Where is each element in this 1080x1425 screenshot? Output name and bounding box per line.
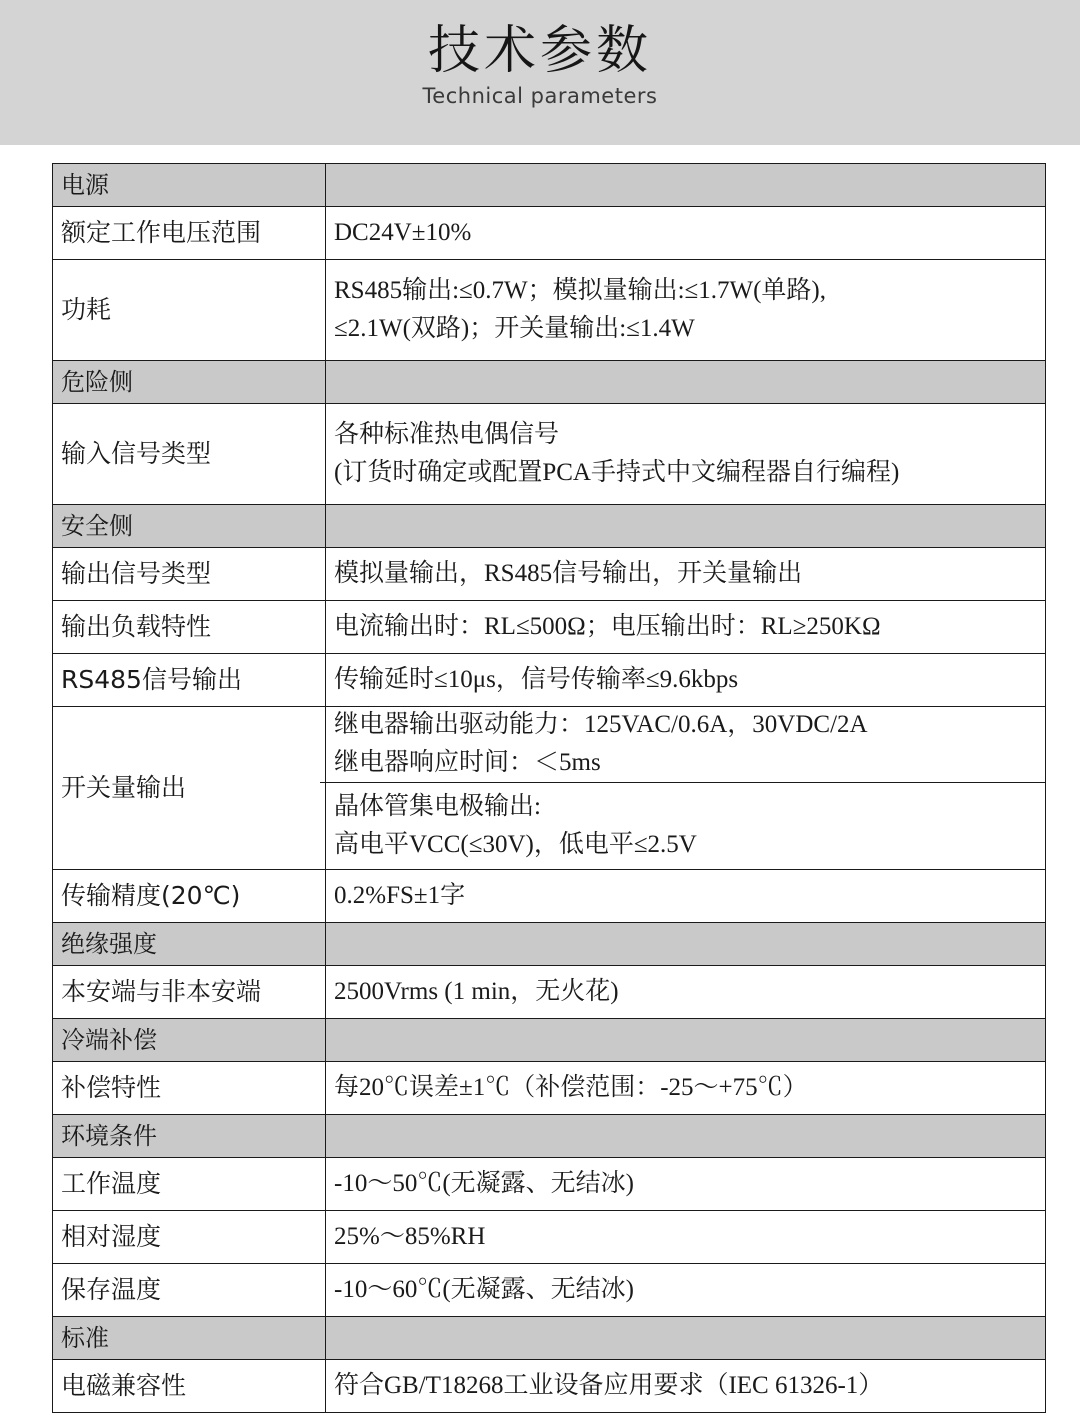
section-label: 冷端补偿	[53, 1019, 326, 1062]
spec-table-wrapper	[0, 145, 1080, 1413]
page-title-en: Technical parameters	[422, 83, 658, 108]
section-value	[326, 505, 1046, 548]
row-value-line: 继电器输出驱动能力：125VAC/0.6A，30VDC/2A	[334, 711, 868, 738]
row-value-line: 继电器响应时间：＜5ms	[334, 749, 601, 777]
row-value-subblock	[320, 782, 1045, 870]
row-value: 模拟量输出，RS485信号输出，开关量输出	[326, 548, 1046, 601]
row-label: 补偿特性	[53, 1062, 326, 1115]
row-value-line: 各种标准热电偶信号	[334, 420, 560, 448]
section-label: 危险侧	[53, 361, 326, 404]
table-row	[53, 260, 1046, 361]
table-section-row	[53, 164, 1046, 207]
row-label: 本安端与非本安端	[53, 966, 326, 1019]
table-row	[53, 966, 1046, 1019]
table-row	[53, 654, 1046, 707]
table-section-row	[53, 361, 1046, 404]
table-section-row	[53, 1317, 1046, 1360]
page-header	[0, 0, 1080, 145]
section-value	[326, 361, 1046, 404]
row-label: 额定工作电压范围	[53, 207, 326, 260]
section-label: 安全侧	[53, 505, 326, 548]
row-label: 相对湿度	[53, 1211, 326, 1264]
row-label: 工作温度	[53, 1158, 326, 1211]
table-row	[53, 601, 1046, 654]
row-value-line: RS485输出:≤0.7W；模拟量输出:≤1.7W(单路),	[334, 276, 827, 304]
row-label: 传输精度(20℃)	[53, 870, 326, 923]
row-value: DC24V±10%	[326, 207, 1046, 260]
table-section-row	[53, 1115, 1046, 1158]
row-value	[326, 707, 1046, 870]
row-value: 25%～85%RH	[326, 1211, 1046, 1264]
table-row	[53, 1158, 1046, 1211]
table-row	[53, 1360, 1046, 1413]
row-label: 输出信号类型	[53, 548, 326, 601]
row-value: 2500Vrms (1 min，无火花)	[326, 966, 1046, 1019]
row-label: 输出负载特性	[53, 601, 326, 654]
section-value	[326, 1317, 1046, 1360]
table-row	[53, 1211, 1046, 1264]
row-label: 功耗	[53, 260, 326, 361]
row-label: 输入信号类型	[53, 404, 326, 505]
section-value	[326, 923, 1046, 966]
row-value-line: (订货时确定或配置PCA手持式中文编程器自行编程)	[334, 459, 900, 486]
table-row	[53, 707, 1046, 870]
row-value-line: 晶体管集电极输出:	[334, 792, 541, 820]
section-label: 电源	[53, 164, 326, 207]
row-value: 每20℃误差±1℃（补偿范围：-25～+75℃）	[326, 1062, 1046, 1115]
table-row	[53, 207, 1046, 260]
table-row	[53, 1264, 1046, 1317]
section-label: 绝缘强度	[53, 923, 326, 966]
page-title-cn: 技术参数	[427, 21, 652, 81]
row-value	[326, 260, 1046, 361]
section-label: 标准	[53, 1317, 326, 1360]
row-value: 0.2%FS±1字	[326, 870, 1046, 923]
row-value: -10～50℃(无凝露、无结冰)	[326, 1158, 1046, 1211]
section-label: 环境条件	[53, 1115, 326, 1158]
table-row	[53, 870, 1046, 923]
technical-parameters-table	[52, 163, 1046, 1413]
table-section-row	[53, 1019, 1046, 1062]
section-value	[326, 164, 1046, 207]
table-section-row	[53, 505, 1046, 548]
row-value-line: ≤2.1W(双路)；开关量输出:≤1.4W	[334, 315, 695, 342]
section-value	[326, 1115, 1046, 1158]
row-label: 开关量输出	[53, 707, 326, 870]
table-section-row	[53, 923, 1046, 966]
table-row	[53, 404, 1046, 505]
table-row	[53, 1062, 1046, 1115]
row-value-line: 高电平VCC(≤30V)，低电平≤2.5V	[334, 830, 697, 858]
section-value	[326, 1019, 1046, 1062]
row-value	[326, 404, 1046, 505]
row-value: 电流输出时：RL≤500Ω；电压输出时：RL≥250KΩ	[326, 601, 1046, 654]
table-row	[53, 548, 1046, 601]
row-label: 电磁兼容性	[53, 1360, 326, 1413]
row-value: 符合GB/T18268工业设备应用要求（IEC 61326-1）	[326, 1360, 1046, 1413]
row-value: 传输延时≤10μs，信号传输率≤9.6kbps	[326, 654, 1046, 707]
row-label: RS485信号输出	[53, 654, 326, 707]
row-label: 保存温度	[53, 1264, 326, 1317]
row-value: -10～60℃(无凝露、无结冰)	[326, 1264, 1046, 1317]
